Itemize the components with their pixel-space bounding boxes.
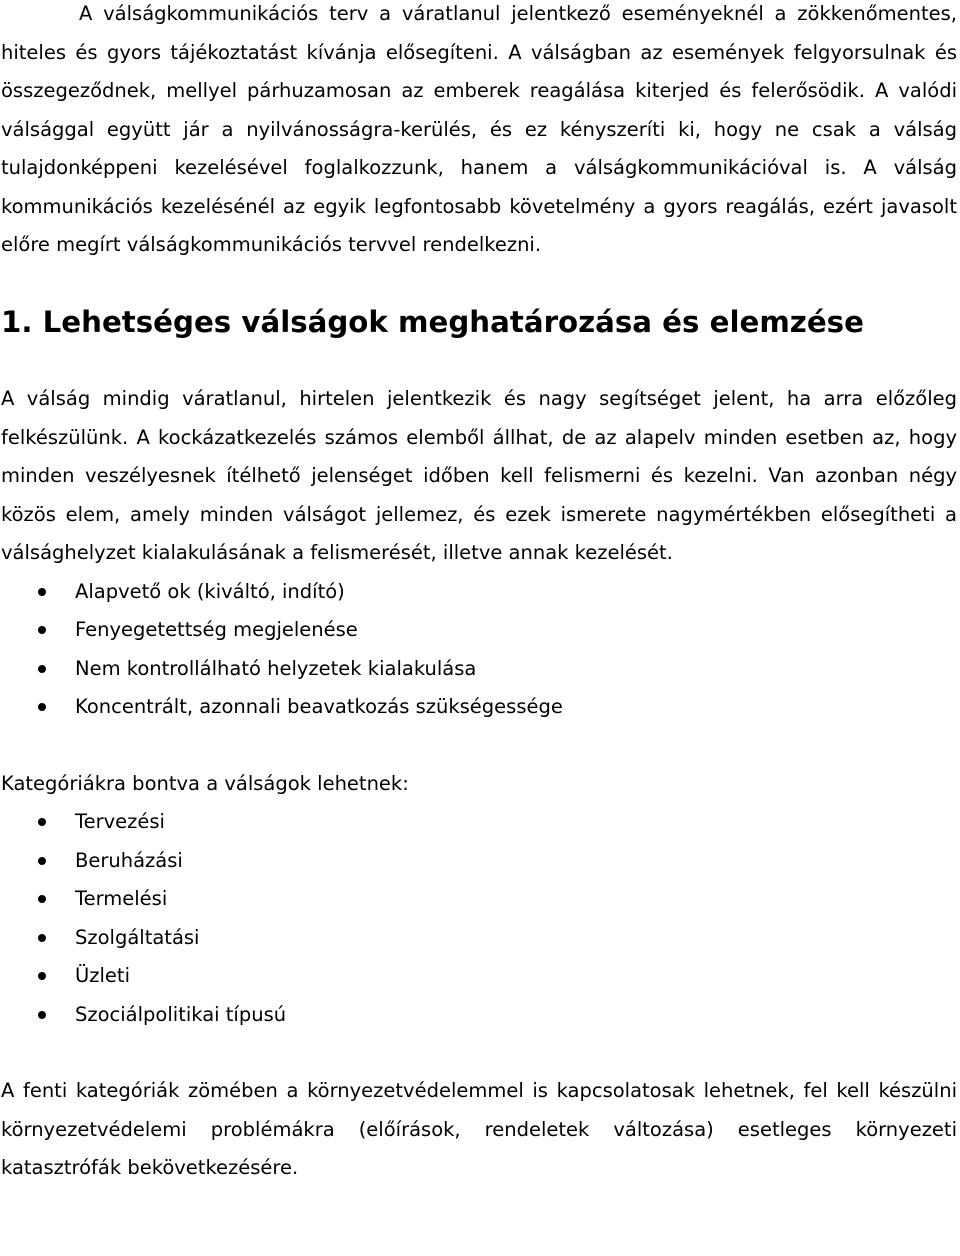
list-item (1, 880, 957, 919)
closing-paragraph: A fenti kategóriák zömében a környezetvédelemmel is kapcsolatosak lehetnek, fel kell készülni környezetvédelemi problémákra (előírások, rendeletek változása) esetleges környezeti katasztrófák bekövetkezésére. (1, 1079, 957, 1179)
section-heading: 1. Lehetséges válságok meghatározása és elemzése (1, 304, 864, 339)
section-paragraph: A válság mindig váratlanul, hirtelen jelentkezik és nagy segítséget jelent, ha arra előzőleg felkészülünk. A kockázatkezelés számos elemből állhat, de az alapelv minden esetben az, hogy minden veszélyesnek ítélhető jelenséget időben kell felismerni és kezelni. Van azonban négy közös elem, amely minden válságot jellemez, és ezek ismerete nagymértékben elősegítheti a válsághelyzet kialakulásának a felismerését, illetve annak kezelését. (1, 387, 957, 564)
bullet-icon (38, 934, 46, 942)
spacer (1, 727, 957, 765)
list-item-label: Fenyegetettség megjelenése (75, 618, 358, 641)
bullet-icon (38, 665, 46, 673)
list-item (1, 957, 957, 996)
bullet-icon (38, 703, 46, 711)
list-item-label: Szolgáltatási (75, 925, 200, 949)
intro-paragraph: A válságkommunikációs terv a váratlanul jelentkező eseményeknél a zökkenőmentes, hiteles és gyors tájékoztatást kívánja elősegíteni. A válságban az események felgyorsulnak és összegeződnek, mellyel párhuzamosan az emberek reagálása kiterjed és felerősödik. A valódi válsággal együtt jár a nyilvánosságra-kerülés, és ez kényszeríti ki, hogy ne csak a válság tulajdonképpeni kezelésével foglalkozzunk, hanem a válságkommunikációval is. A válság kommunikációs kezelésénél az egyik legfontosabb követelmény a gyors reagálás, ezért javasolt előre megírt válságkommunikációs tervvel rendelkezni. (1, 2, 957, 256)
bullet-icon (38, 1011, 46, 1019)
bullet-icon (38, 857, 46, 865)
crisis-elements-list (1, 573, 957, 727)
list-item (1, 996, 957, 1035)
list-item (1, 842, 957, 881)
list-item-label: Koncentrált, azonnali beavatkozás szükségessége (75, 695, 563, 718)
list-item-label: Alapvető ok (kiváltó, indító) (75, 579, 345, 603)
list-item-label: Termelési (75, 887, 168, 910)
list-item (1, 688, 957, 727)
list-item-label: Nem kontrollálható helyzetek kialakulása (75, 656, 477, 680)
bullet-icon (38, 895, 46, 903)
list-item (1, 650, 957, 689)
list-item-label: Beruházási (75, 848, 183, 872)
spacer (1, 1034, 957, 1072)
list-item (1, 611, 957, 650)
list-item-label: Szociálpolitikai típusú (75, 1002, 287, 1026)
list-item-label: Tervezési (75, 810, 165, 833)
document-page (1, 0, 957, 1188)
categories-intro: Kategóriákra bontva a válságok lehetnek: (1, 771, 409, 795)
list-item-label: Üzleti (75, 964, 130, 987)
bullet-icon (38, 626, 46, 634)
list-item (1, 573, 957, 612)
list-item (1, 803, 957, 842)
list-item (1, 919, 957, 958)
bullet-icon (38, 972, 46, 980)
bullet-icon (38, 588, 46, 596)
crisis-categories-list (1, 803, 957, 1034)
bullet-icon (38, 818, 46, 826)
